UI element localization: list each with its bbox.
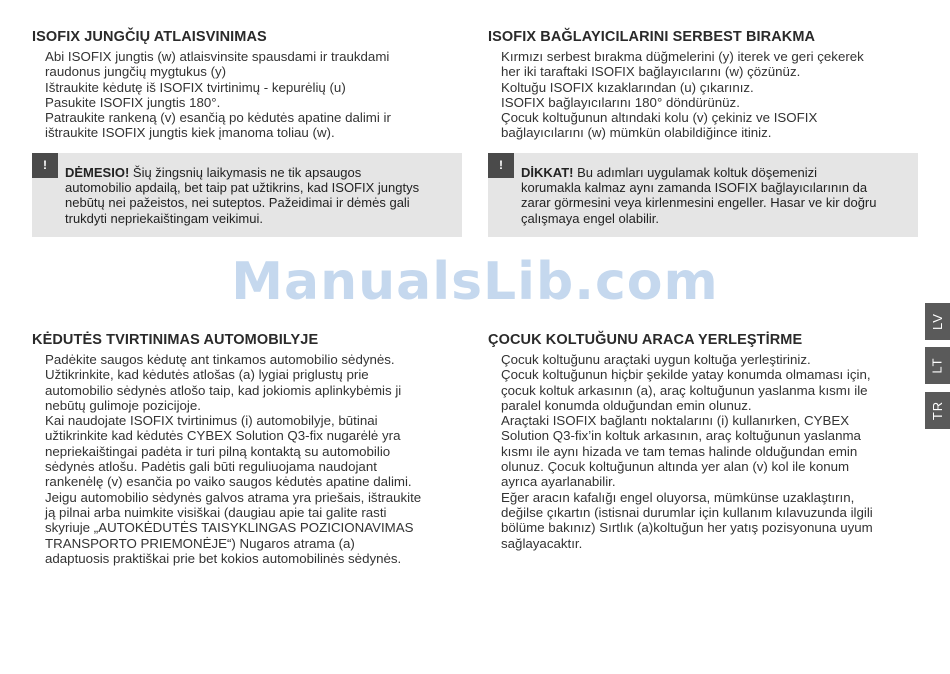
paragraph-line: Patraukite rankeną (v) esančią po kėdutės apatine dalimi ir bbox=[45, 110, 391, 126]
section-tr-install bbox=[488, 332, 918, 551]
warning-text bbox=[521, 165, 911, 226]
paragraph-line: Çocuk koltuğunun hiçbir şekilde yatay konumda olmaması için, bbox=[501, 367, 871, 383]
paragraph-line: Padėkite saugos kėdutę ant tinkamos automobilio sėdynės. bbox=[45, 352, 395, 367]
paragraph-line: Çocuk koltuğunu araçtaki uygun koltuğa yerleştiriniz. bbox=[501, 352, 811, 367]
section-title: ISOFIX JUNGČIŲ ATLAISVINIMAS bbox=[32, 29, 267, 45]
warning-icon: ! bbox=[488, 153, 514, 178]
paragraph-line: paralel konumda olduğundan emin olunuz. bbox=[501, 397, 752, 413]
warning-line: Šių žingsnių laikymasis ne tik apsaugos bbox=[129, 165, 362, 180]
section-lt-install bbox=[32, 332, 462, 566]
paragraph-line: Araçtaki ISOFIX bağlantı noktalarını (i) kullanırken, CYBEX bbox=[501, 413, 850, 429]
warning-line: zarar görmesini veya kirlenmesini engeller. Hasar ve kir doğru bbox=[521, 195, 877, 211]
section-title: ÇOCUK KOLTUĞUNU ARACA YERLEŞTİRME bbox=[488, 332, 803, 348]
paragraph-line: Kai naudojate ISOFIX tvirtinimus (i) automobilyje, būtinai bbox=[45, 413, 378, 429]
language-tab-label: LV bbox=[930, 313, 945, 330]
warning-line: trukdyti nepriekaištingam veikimui. bbox=[65, 210, 263, 226]
paragraph-line: kısmı ile aynı hizada ve tam temas halinde olduğundan emin bbox=[501, 443, 858, 459]
paragraph-line: Eğer aracın kafalığı engel oluyorsa, mümkünse uzaklaştırın, bbox=[501, 489, 855, 505]
paragraph-line: adaptuosis praktiškai prie bet kokios automobilinės sėdynės. bbox=[45, 550, 402, 566]
language-tab-tr[interactable] bbox=[925, 392, 950, 429]
section-title: ISOFIX BAĞLAYICILARINI SERBEST BIRAKMA bbox=[488, 29, 816, 45]
warning-line: korumakla kalmaz aynı zamanda ISOFIX bağlayıcılarının da bbox=[521, 180, 868, 196]
paragraph-line: Pasukite ISOFIX jungtis 180°. bbox=[45, 94, 221, 110]
paragraph-line: Užtikrinkite, kad kėdutės atlošas (a) lygiai priglustų prie bbox=[45, 367, 369, 383]
paragraph-line: ISOFIX bağlayıcılarını 180° döndürünüz. bbox=[501, 94, 740, 110]
warning-box-tr bbox=[488, 153, 918, 237]
paragraph-line: skyriuje „AUTOKĖDUTĖS TAISYKLINGAS POZICIONAVIMAS bbox=[45, 520, 414, 536]
paragraph-line: her iki taraftaki ISOFIX bağlayıcılarını (w) çözünüz. bbox=[501, 64, 801, 80]
paragraph-line: sağlayacaktır. bbox=[501, 535, 583, 551]
warning-text bbox=[65, 165, 455, 226]
paragraph-line: TRANSPORTO PRIEMONĖJE“) Nugaros atrama (a) bbox=[45, 535, 355, 551]
paragraph-line: Abi ISOFIX jungtis (w) atlaisvinsite spausdami ir traukdami bbox=[45, 49, 390, 64]
paragraph-line: Çocuk koltuğunun altındaki kolu (v) çekiniz ve ISOFIX bbox=[501, 110, 818, 126]
paragraph-line: bağlayıcılarını (w) mümkün olabildiğince itiniz. bbox=[501, 125, 772, 141]
paragraph-line: nebūtų gulimoje pozicijoje. bbox=[45, 397, 201, 413]
warning-line: çalışmaya engel olabilir. bbox=[521, 210, 660, 226]
paragraph-line: nepriekaištingai padėta ir turi pilną kontaktą su automobilio bbox=[45, 443, 391, 459]
paragraph-line: Ištraukite kėdutę iš ISOFIX tvirtinimų - kepurėlių (u) bbox=[45, 79, 346, 95]
paragraph-line: rankenėlę (v) esančia po vaiko saugos kėdutės apatine dalimi. bbox=[45, 474, 412, 490]
paragraph-line: Koltuğu ISOFIX kızaklarından (u) çıkarınız. bbox=[501, 79, 754, 95]
paragraph-line: Jeigu automobilio sėdynės galvos atrama yra priešais, ištraukite bbox=[45, 489, 422, 505]
paragraph-line: užtikrinkite kad kėdutės CYBEX Solution Q3-fix nugarėlė yra bbox=[45, 428, 401, 444]
paragraph-line: değilse çıkartın (istisnai durumlar için kullanım kılavuzunda ilgili bbox=[501, 504, 873, 520]
paragraph-line: ayrıca ayarlanabilir. bbox=[501, 474, 616, 490]
language-tab-lt[interactable] bbox=[925, 347, 950, 384]
language-tab-lv[interactable] bbox=[925, 303, 950, 340]
warning-label: DİKKAT! bbox=[521, 165, 574, 180]
paragraph-line: bölüme bakınız) Sırtlık (a)koltuğun her yatış pozisyonuna uyum bbox=[501, 520, 873, 536]
paragraph-line: Kırmızı serbest bırakma düğmelerini (y) iterek ve geri çekerek bbox=[501, 49, 864, 64]
warning-box-lt bbox=[32, 153, 462, 237]
paragraph-line: çocuk koltuk arkasının (a), araç koltuğunun yaslanma kısmı ile bbox=[501, 382, 868, 398]
warning-line: Bu adımları uygulamak koltuk döşemenizi bbox=[573, 165, 817, 180]
language-tab-label: TR bbox=[930, 400, 945, 421]
paragraph-line: sėdynės atlošu. Padėtis gali būti reguliuojama naudojant bbox=[45, 459, 377, 475]
language-tab-label: LT bbox=[930, 357, 945, 374]
warning-icon: ! bbox=[32, 153, 58, 178]
warning-line: nebūtų nei pažeistos, nei suteptos. Pažeidimai ir dėmės gali bbox=[65, 195, 410, 211]
paragraph-line: Solution Q3-fix’in koltuk arkasının, araç koltuğunun yaslanma bbox=[501, 428, 861, 444]
paragraph-line: olunuz. Çocuk koltuğunun altında yer alan (v) kol ile konum bbox=[501, 459, 850, 475]
section-tr-release bbox=[488, 29, 918, 141]
paragraph-line: raudonus jungčių mygtukus (y) bbox=[45, 64, 227, 80]
paragraph-line: ištraukite ISOFIX jungtis kiek įmanoma toliau (w). bbox=[45, 125, 335, 141]
warning-label: DĖMESIO! bbox=[65, 165, 130, 180]
watermark: ManualsLib.com bbox=[231, 252, 719, 312]
paragraph-line: ją pilnai arba nuimkite visiškai (daugiau apie tai galite rasti bbox=[45, 504, 387, 520]
paragraph-line: automobilio sėdynės atlošo taip, kad jokiomis aplinkybėmis ji bbox=[45, 382, 402, 398]
section-lt-release bbox=[32, 29, 462, 141]
warning-line: automobilio apdailą, bet taip pat užtikrins, kad ISOFIX jungtys bbox=[65, 180, 420, 196]
section-title: KĖDUTĖS TVIRTINIMAS AUTOMOBILYJE bbox=[32, 332, 319, 348]
